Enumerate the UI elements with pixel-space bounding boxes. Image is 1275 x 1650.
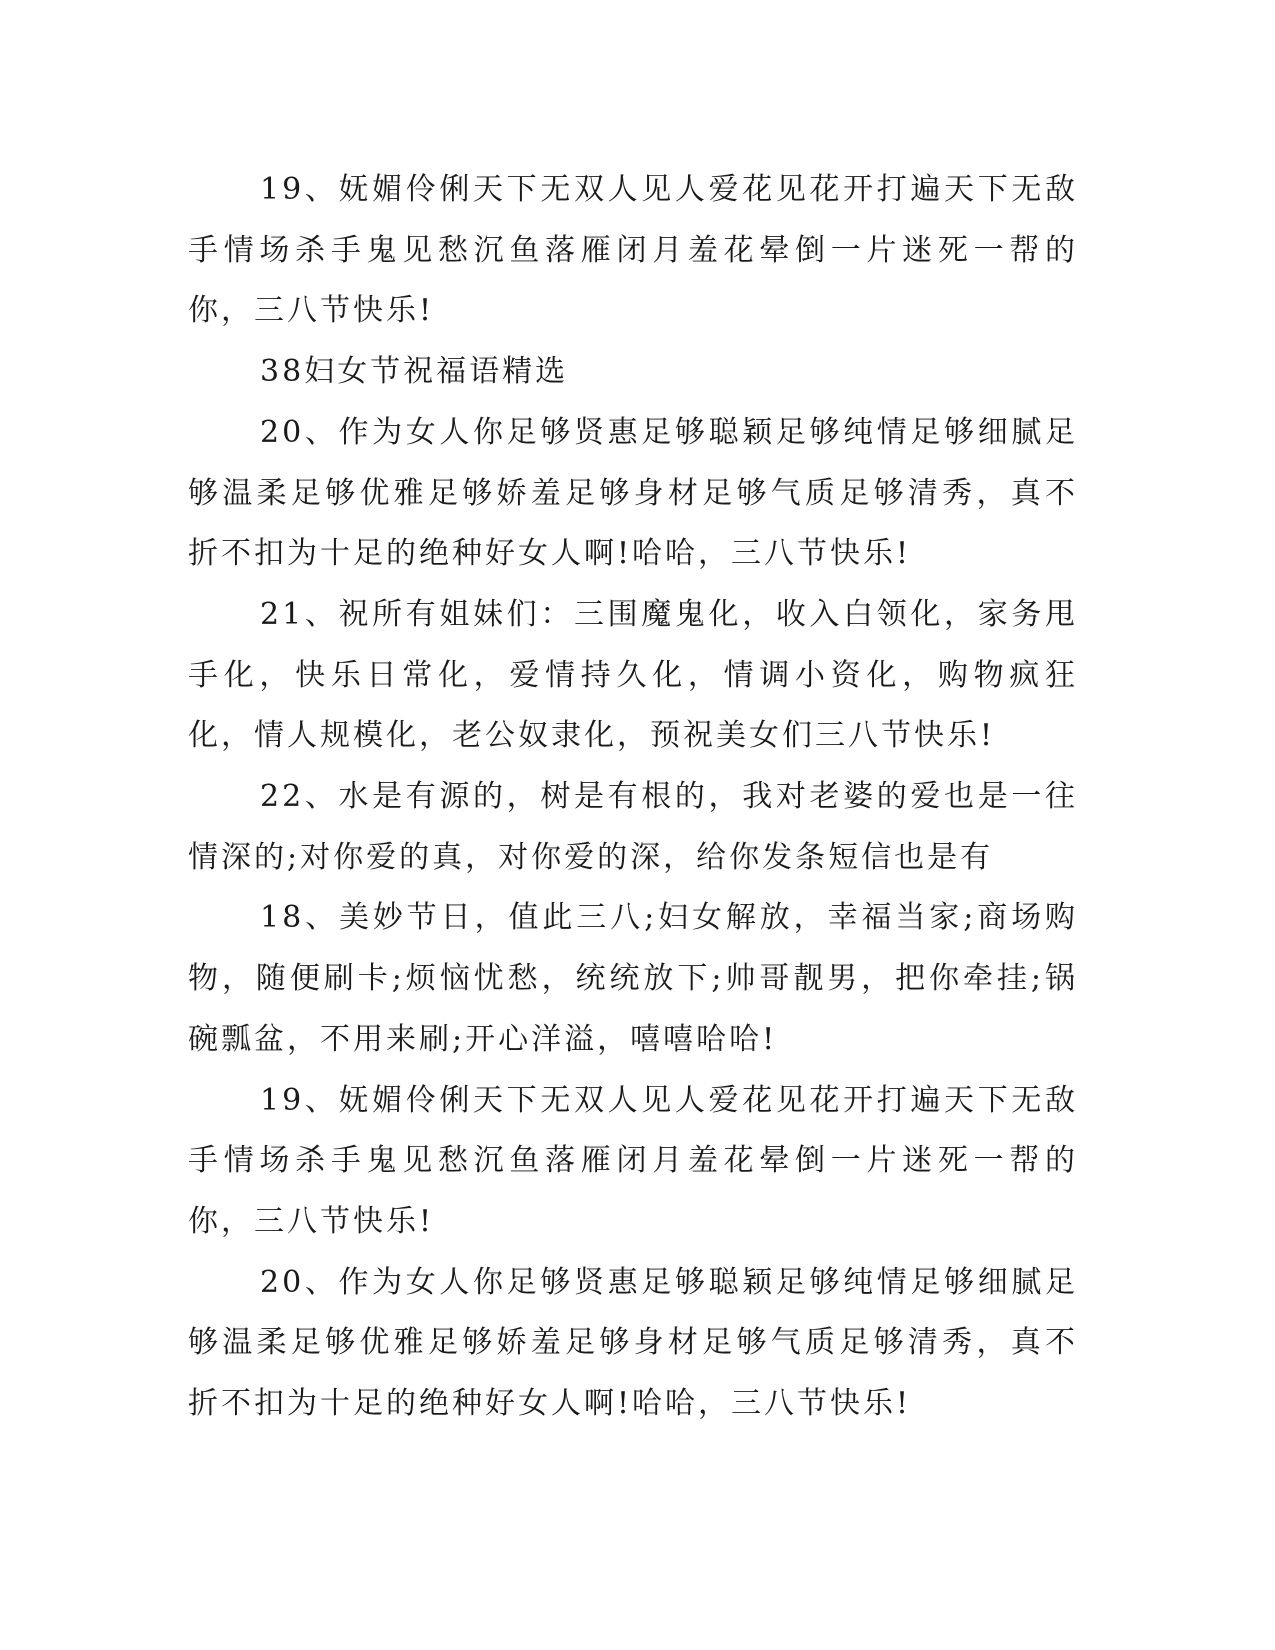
paragraph-wish-20-repeat: 20、作为女人你足够贤惠足够聪颖足够纯情足够细腻足够温柔足够优雅足够娇羞足够身材足够气质足够清秀，真不折不扣为十足的绝种好女人啊!哈哈，三八节快乐! — [188, 1264, 1078, 1422]
paragraph-wish-21: 21、祝所有姐妹们：三围魔鬼化，收入白领化，家务甩手化，快乐日常化，爱情持久化，情调小资化，购物疯狂化，情人规模化，老公奴隶化，预祝美女们三八节快乐! — [188, 596, 1078, 754]
document-body — [188, 160, 1078, 1435]
paragraph-wish-22: 22、水是有源的，树是有根的，我对老婆的爱也是一往情深的;对你爱的真，对你爱的深，给你发条短信也是有 — [188, 779, 1078, 875]
paragraph-wish-18: 18、美妙节日，值此三八;妇女解放，幸福当家;商场购物，随便刷卡;烦恼忧愁，统统放下;帅哥靓男，把你牵挂;锅碗瓢盆，不用来刷;开心洋溢，嘻嘻哈哈! — [188, 900, 1078, 1057]
paragraph-wish-20: 20、作为女人你足够贤惠足够聪颖足够纯情足够细腻足够温柔足够优雅足够娇羞足够身材足够气质足够清秀，真不折不扣为十足的绝种好女人啊!哈哈，三八节快乐! — [188, 414, 1078, 572]
paragraph-wish-19: 19、妩媚伶俐天下无双人见人爱花见花开打遍天下无敌手情场杀手鬼见愁沉鱼落雁闭月羞花晕倒一片迷死一帮的你，三八节快乐! — [188, 172, 1078, 329]
section-heading: 38妇女节祝福语精选 — [260, 354, 569, 390]
paragraph-wish-19-repeat: 19、妩媚伶俐天下无双人见人爱花见花开打遍天下无敌手情场杀手鬼见愁沉鱼落雁闭月羞花晕倒一片迷死一帮的你，三八节快乐! — [188, 1082, 1078, 1239]
